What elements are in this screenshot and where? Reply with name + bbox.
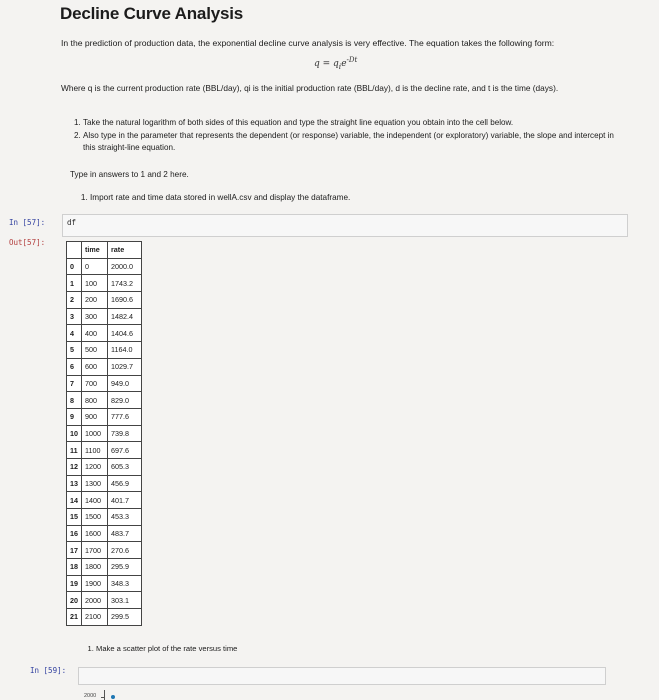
row-index: 19 — [67, 575, 82, 592]
task-item: 1. Take the natural logarithm of both sides of this equation and type the straight line equation you obtain into the cell below. — [83, 117, 623, 130]
time-cell: 2100 — [82, 609, 108, 626]
table-row — [67, 358, 142, 375]
row-index: 1 — [67, 275, 82, 292]
table-row — [67, 292, 142, 309]
rate-cell: 2000.0 — [108, 258, 142, 275]
table-row — [67, 408, 142, 425]
row-index: 4 — [67, 325, 82, 342]
rate-cell: 1029.7 — [108, 358, 142, 375]
code-cell-59[interactable] — [78, 667, 606, 685]
intro-paragraph: In the prediction of production data, the exponential decline curve analysis is very effective. The equation takes the following form: — [61, 38, 555, 48]
table-row — [67, 475, 142, 492]
dataframe-table — [66, 241, 142, 626]
time-cell: 1100 — [82, 442, 108, 459]
row-index: 12 — [67, 458, 82, 475]
row-index: 20 — [67, 592, 82, 609]
decline-equation — [314, 56, 357, 71]
table-row — [67, 592, 142, 609]
rate-cell: 295.9 — [108, 559, 142, 576]
table-row — [67, 525, 142, 542]
row-index: 21 — [67, 609, 82, 626]
time-cell: 100 — [82, 275, 108, 292]
time-cell: 1200 — [82, 458, 108, 475]
time-cell: 400 — [82, 325, 108, 342]
rate-cell: 605.3 — [108, 458, 142, 475]
time-cell: 600 — [82, 358, 108, 375]
table-row — [67, 609, 142, 626]
row-index: 11 — [67, 442, 82, 459]
table-row — [67, 575, 142, 592]
table-row — [67, 509, 142, 526]
time-cell: 500 — [82, 342, 108, 359]
rate-cell: 739.8 — [108, 425, 142, 442]
scatter-step-list — [84, 644, 496, 653]
time-cell: 1400 — [82, 492, 108, 509]
table-row — [67, 442, 142, 459]
rate-cell: 1482.4 — [108, 308, 142, 325]
table-row — [67, 425, 142, 442]
row-index: 2 — [67, 292, 82, 309]
input-prompt-57: In [57]: — [9, 218, 46, 227]
table-row — [67, 542, 142, 559]
rate-cell: 1743.2 — [108, 275, 142, 292]
row-index: 15 — [67, 509, 82, 526]
column-header: rate — [108, 242, 142, 259]
table-row — [67, 492, 142, 509]
import-step-list — [78, 193, 590, 202]
rate-cell: 483.7 — [108, 525, 142, 542]
rate-cell: 829.0 — [108, 392, 142, 409]
time-cell: 800 — [82, 392, 108, 409]
index-header — [67, 242, 82, 259]
task-item: 2. Also type in the parameter that represents the dependent (or response) variable, the independent (or exploratory) variable, the slope and intercept in this straight-line equation. — [83, 130, 623, 155]
time-cell: 1800 — [82, 559, 108, 576]
time-cell: 1500 — [82, 509, 108, 526]
code-text: df — [67, 218, 77, 227]
column-header: time — [82, 242, 108, 259]
code-cell-57[interactable] — [62, 214, 628, 237]
row-index: 10 — [67, 425, 82, 442]
plot-ytick-label: 2000 — [84, 693, 97, 699]
input-prompt-59: In [59]: — [30, 666, 67, 675]
output-prompt-57: Out[57]: — [9, 238, 46, 247]
time-cell: 1000 — [82, 425, 108, 442]
table-row — [67, 375, 142, 392]
time-cell: 300 — [82, 308, 108, 325]
table-row — [67, 392, 142, 409]
row-index: 9 — [67, 408, 82, 425]
time-cell: 1700 — [82, 542, 108, 559]
rate-cell: 303.1 — [108, 592, 142, 609]
table-row — [67, 308, 142, 325]
time-cell: 1900 — [82, 575, 108, 592]
table-row — [67, 275, 142, 292]
rate-cell: 270.6 — [108, 542, 142, 559]
table-body — [67, 258, 142, 625]
rate-cell: 1690.6 — [108, 292, 142, 309]
notebook-title: Decline Curve Analysis — [60, 4, 243, 23]
rate-cell: 697.6 — [108, 442, 142, 459]
time-cell: 200 — [82, 292, 108, 309]
plot-y-axis — [104, 690, 105, 700]
equation-sub: i — [338, 61, 342, 71]
equation-lhs: q = q — [314, 59, 339, 69]
table-row — [67, 458, 142, 475]
scatter-step: 1. Make a scatter plot of the rate versus time — [96, 644, 496, 653]
time-cell: 1300 — [82, 475, 108, 492]
row-index: 0 — [67, 258, 82, 275]
table-row — [67, 258, 142, 275]
time-cell: 2000 — [82, 592, 108, 609]
scatter-point — [111, 695, 115, 699]
import-step: 1. Import rate and time data stored in wellA.csv and display the dataframe. — [90, 193, 590, 202]
table-row — [67, 342, 142, 359]
row-index: 13 — [67, 475, 82, 492]
rate-cell: 777.6 — [108, 408, 142, 425]
row-index: 5 — [67, 342, 82, 359]
time-cell: 1600 — [82, 525, 108, 542]
answers-instruction: Type in answers to 1 and 2 here. — [70, 170, 189, 179]
variables-paragraph: Where q is the current production rate (BBL/day), qi is the initial production rate (BBL/day), d is the decline rate, and t is the time (days). — [61, 83, 559, 93]
time-cell: 700 — [82, 375, 108, 392]
equation-exponent: -Dt — [346, 56, 358, 64]
task-list — [71, 117, 623, 155]
rate-cell: 453.3 — [108, 509, 142, 526]
row-index: 8 — [67, 392, 82, 409]
time-cell: 0 — [82, 258, 108, 275]
row-index: 17 — [67, 542, 82, 559]
table-header-row — [67, 242, 142, 259]
row-index: 7 — [67, 375, 82, 392]
equation-base: e — [341, 59, 347, 69]
row-index: 14 — [67, 492, 82, 509]
table-row — [67, 559, 142, 576]
rate-cell: 1164.0 — [108, 342, 142, 359]
rate-cell: 401.7 — [108, 492, 142, 509]
row-index: 16 — [67, 525, 82, 542]
rate-cell: 949.0 — [108, 375, 142, 392]
rate-cell: 348.3 — [108, 575, 142, 592]
table-row — [67, 325, 142, 342]
time-cell: 900 — [82, 408, 108, 425]
rate-cell: 299.5 — [108, 609, 142, 626]
rate-cell: 1404.6 — [108, 325, 142, 342]
row-index: 6 — [67, 358, 82, 375]
rate-cell: 456.9 — [108, 475, 142, 492]
row-index: 18 — [67, 559, 82, 576]
row-index: 3 — [67, 308, 82, 325]
